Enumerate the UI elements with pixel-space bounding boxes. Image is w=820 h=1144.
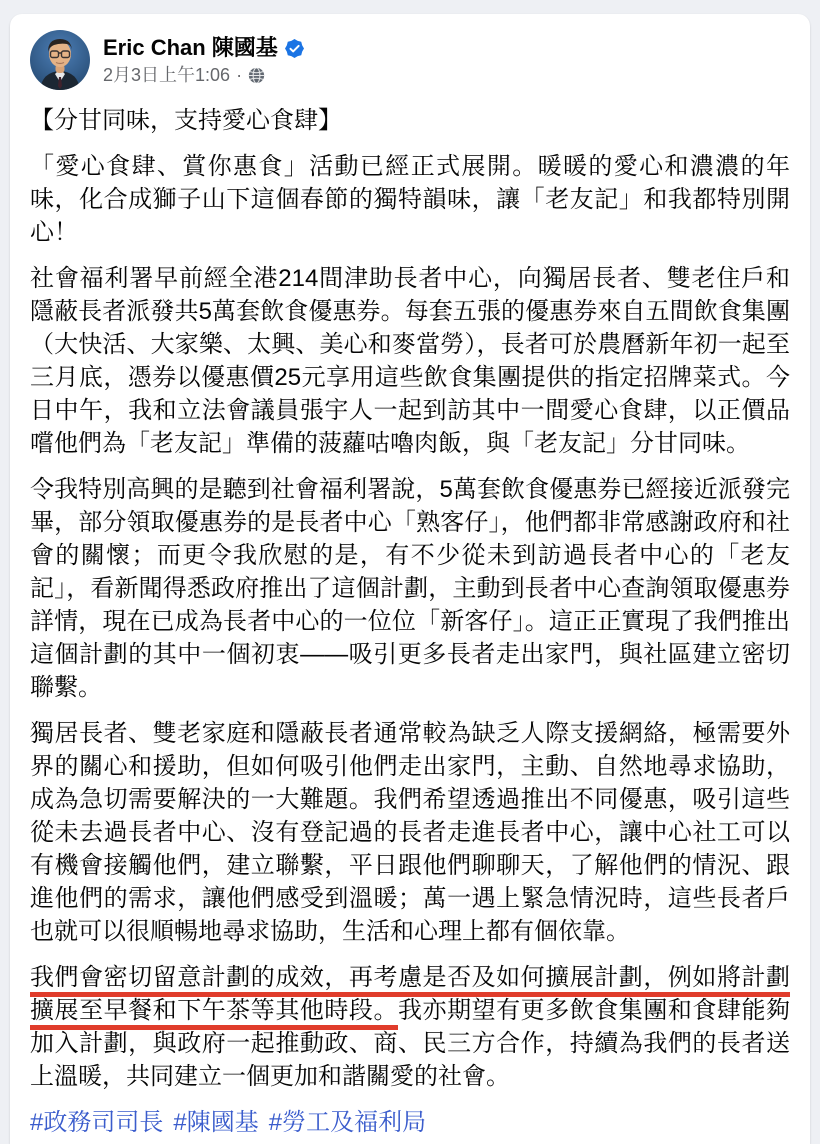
post-paragraph: 獨居長者、雙老家庭和隱蔽長者通常較為缺乏人際支援網絡，極需要外界的關心和援助，但如何吸引他們走出家門，主動、自然地尋求協助，成為急切需要解決的一大難題。我們希望透過推出不同優惠，吸引這些從未去過長者中心、沒有登記過的長者走進長者中心，讓中心社工可以有機會接觸他們，建立聯繫，平日跟他們聊聊天，了解他們的情況、跟進他們的需求，讓他們感受到溫暖；萬一遇上緊急情況時，這些長者戶也就可以很順暢地尋求協助，生活和心理上都有個依靠。: [30, 720, 790, 945]
post-body: [30, 104, 790, 1139]
post-card: [10, 14, 810, 1144]
hashtag-row: [30, 1106, 790, 1139]
post-title-paragraph: 【分甘同味，支持愛心食肆】: [30, 107, 342, 134]
post-paragraph: [30, 961, 790, 1093]
avatar[interactable]: [30, 30, 90, 90]
hashtag-link[interactable]: #勞工及福利局: [268, 1109, 427, 1136]
paragraph-rest: 我亦期望有更多飲食集團和食肆能夠加入計劃，與政府一起推動政、商、民三方合作，持續為我們的長者送上溫暖，共同建立一個更加和諧關愛的社會。: [30, 997, 790, 1090]
post-header-meta: [103, 35, 304, 86]
post-header: [30, 30, 790, 90]
post-paragraph: 社會福利署早前經全港214間津助長者中心，向獨居長者、雙老住戶和隱蔽長者派發共5萬套飲食優惠券。每套五張的優惠券來自五間飲食集團（大快活、大家樂、太興、美心和麥當勞），長者可於農曆新年初一起至三月底，憑券以優惠價25元享用這些飲食集團提供的指定招牌菜式。今日中午，我和立法會議員張宇人一起到訪其中一間愛心食肆，以正價品嚐他們為「老友記」準備的菠蘿咕嚕肉飯，與「老友記」分甘同味。: [30, 265, 790, 457]
post-timestamp-row[interactable]: [103, 64, 304, 86]
author-name[interactable]: Eric Chan 陳國基: [103, 34, 278, 60]
hashtag-link[interactable]: #政務司司長: [30, 1109, 164, 1136]
avatar-portrait: [30, 30, 90, 90]
verified-badge-icon: [285, 39, 304, 58]
post-timestamp[interactable]: 2月3日上午1:06: [103, 64, 231, 85]
globe-privacy-icon: [248, 67, 265, 84]
timestamp-separator: ·: [236, 64, 243, 85]
highlighted-sentence: 我們會密切留意計劃的成效，再考慮是否及如何擴展計劃，例如將計劃擴展至早餐和下午茶等其他時段。: [30, 964, 790, 1024]
hashtag-link[interactable]: #陳國基: [173, 1109, 259, 1136]
post-paragraph: 「愛心食肆、賞你惠食」活動已經正式展開。暖暖的愛心和濃濃的年味，化合成獅子山下這個春節的獨特韻味，讓「老友記」和我都特別開心！: [30, 153, 790, 246]
post-paragraph: 令我特別高興的是聽到社會福利署說，5萬套飲食優惠券已經接近派發完畢，部分領取優惠券的是長者中心「熟客仔」，他們都非常感謝政府和社會的關懷；而更令我欣慰的是，有不少從未到訪過長者中心的「老友記」，看新聞得悉政府推出了這個計劃，主動到長者中心查詢領取優惠券詳情，現在已成為長者中心的一位位「新客仔」。這正正實現了我們推出這個計劃的其中一個初衷——吸引更多長者走出家門，與社區建立密切聯繫。: [30, 476, 790, 701]
